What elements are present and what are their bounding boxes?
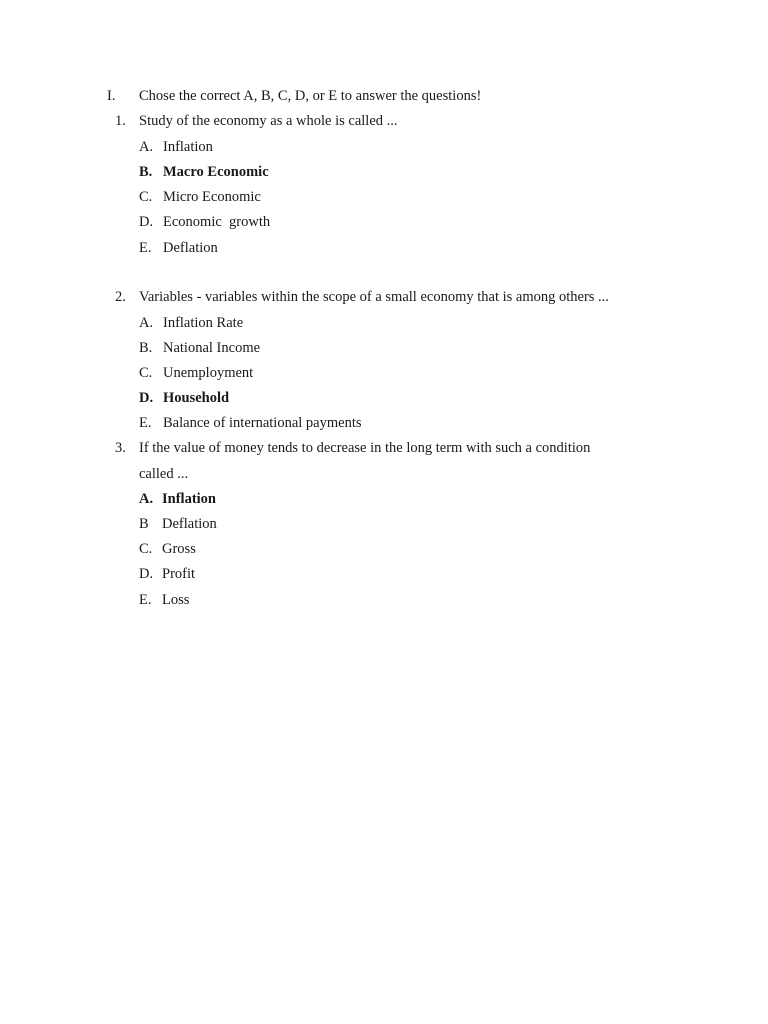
q3-option-e-letter: E. — [139, 592, 152, 608]
q1-option-a-letter: A. — [139, 139, 154, 155]
q1-option-a-text: Inflation — [163, 139, 213, 155]
q2-option-e-letter: E. — [139, 415, 152, 431]
q2-option-e-text: Balance of international payments — [163, 415, 362, 431]
q1-option-d-letter: D. — [139, 214, 154, 230]
q1-option-b-letter: B. — [139, 164, 153, 180]
q3-option-d-letter: D. — [139, 566, 154, 582]
q2-option-a-text: Inflation Rate — [163, 315, 244, 331]
question-2-number: 2. — [115, 289, 126, 305]
q1-option-c-letter: C. — [139, 189, 153, 205]
q2-option-b-text: National Income — [163, 340, 261, 356]
q1-option-b-text: Macro Economic — [163, 164, 269, 180]
q3-option-a-text: Inflation — [162, 491, 216, 507]
q3-option-c-text: Gross — [162, 541, 196, 557]
question-1-number: 1. — [115, 113, 126, 129]
section-instruction: Chose the correct A, B, C, D, or E to answer the questions! — [139, 88, 482, 104]
question-3-number: 3. — [115, 440, 126, 456]
q2-option-d-letter: D. — [139, 390, 154, 406]
q3-option-b-text: Deflation — [162, 516, 217, 532]
q2-option-b-letter: B. — [139, 340, 153, 356]
q1-option-d-text: Economic growth — [163, 214, 271, 230]
question-3-text-continued: called ... — [139, 466, 189, 482]
question-1-text: Study of the economy as a whole is called ... — [139, 113, 398, 129]
q3-option-b-letter: B — [139, 516, 149, 532]
q2-option-a-letter: A. — [139, 315, 154, 331]
q3-option-d-text: Profit — [162, 566, 196, 582]
q2-option-d-text: Household — [163, 390, 230, 406]
q2-option-c-text: Unemployment — [163, 365, 254, 381]
question-2-text: Variables - variables within the scope of a small economy that is among others ... — [139, 289, 609, 305]
q1-option-e-text: Deflation — [163, 240, 218, 256]
q3-option-a-letter: A. — [139, 491, 154, 507]
q1-option-c-text: Micro Economic — [163, 189, 261, 205]
q2-option-c-letter: C. — [139, 365, 153, 381]
q1-option-e-letter: E. — [139, 240, 152, 256]
question-3-text: If the value of money tends to decrease in the long term with such a condition — [139, 440, 591, 456]
q3-option-c-letter: C. — [139, 541, 153, 557]
q3-option-e-text: Loss — [162, 592, 190, 608]
section-numeral: I. — [107, 88, 116, 104]
